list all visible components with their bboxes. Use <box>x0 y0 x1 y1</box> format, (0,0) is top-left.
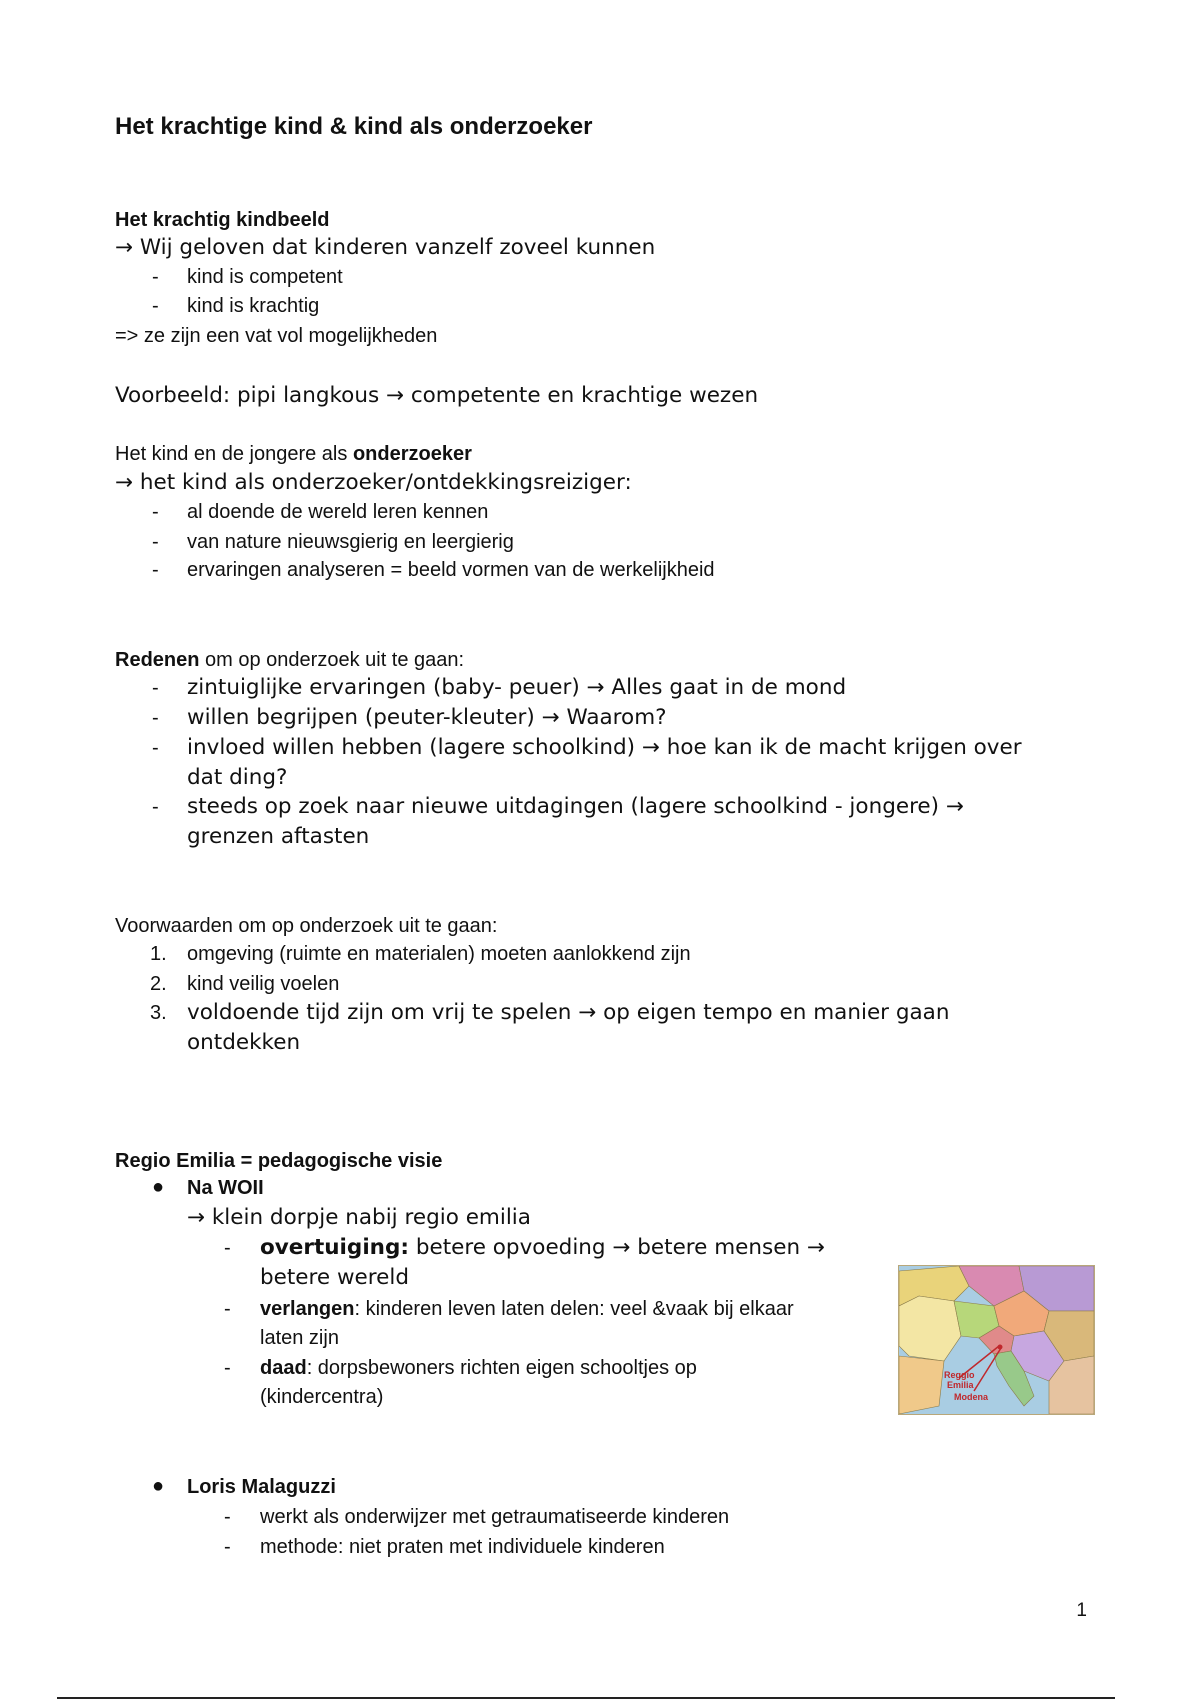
list-item-continuation: dat ding? <box>187 765 288 790</box>
bullet-dot: ● <box>152 1176 165 1198</box>
list-item-daad <box>260 1357 697 1380</box>
bullet-dash: - <box>152 737 159 759</box>
bullet-dash: - <box>224 1357 231 1379</box>
section-heading-regio-emilia: Regio Emilia = pedagogische visie <box>115 1150 443 1172</box>
list-item: ervaringen analyseren = beeld vormen van de werkelijkheid <box>187 559 715 581</box>
list-item-continuation: betere wereld <box>260 1265 409 1290</box>
bullet-dash: - <box>152 266 159 288</box>
list-number: 2. <box>150 973 167 995</box>
page-title: Het krachtige kind & kind als onderzoeker <box>115 113 593 140</box>
europe-map-graphic <box>899 1266 1094 1414</box>
list-item-overtuiging <box>260 1235 825 1260</box>
list-item-na-woii: Na WOII <box>187 1177 264 1199</box>
heading-rest: om op onderzoek uit te gaan: <box>199 649 465 671</box>
list-number: 1. <box>150 943 167 965</box>
list-item: kind veilig voelen <box>187 973 340 995</box>
list-item-verlangen <box>260 1298 794 1321</box>
section-heading-voorwaarden: Voorwaarden om op onderzoek uit te gaan: <box>115 915 498 937</box>
list-item: kind is competent <box>187 266 343 288</box>
list-item-loris-malaguzzi: Loris Malaguzzi <box>187 1476 336 1498</box>
list-item: zintuiglijke ervaringen (baby- peuer) → Alles gaat in de mond <box>187 675 847 700</box>
item-bold: daad <box>260 1357 307 1379</box>
example-text: Voorbeeld: pipi langkous → competente en krachtige wezen <box>115 383 759 408</box>
bullet-dash: - <box>152 796 159 818</box>
list-item: kind is krachtig <box>187 295 320 317</box>
section-heading-krachtig-kindbeeld: Het krachtig kindbeeld <box>115 209 330 231</box>
section-intro: → het kind als onderzoeker/ontdekkingsreiziger: <box>115 470 632 495</box>
list-item: voldoende tijd zijn om vrij te spelen → op eigen tempo en manier gaan <box>187 1000 950 1025</box>
bullet-dash: - <box>152 707 159 729</box>
bullet-dash: - <box>224 1536 231 1558</box>
bullet-dot: ● <box>152 1475 165 1497</box>
section-heading-onderzoeker <box>115 443 472 466</box>
list-number: 3. <box>150 1002 167 1024</box>
list-item-continuation: (kindercentra) <box>260 1386 384 1408</box>
bullet-dash: - <box>152 559 159 581</box>
bullet-dash: - <box>152 295 159 317</box>
item-rest: : kinderen leven laten delen: veel &vaak bij elkaar <box>354 1298 794 1320</box>
list-item: invloed willen hebben (lagere schoolkind) → hoe kan ik de macht krijgen over <box>187 735 1022 760</box>
list-item: steeds op zoek naar nieuwe uitdagingen (lagere schoolkind - jongere) → <box>187 794 964 819</box>
list-item: van nature nieuwsgierig en leergierig <box>187 531 514 553</box>
item-rest: : dorpsbewoners richten eigen schooltjes op <box>306 1357 697 1379</box>
footer-rule <box>57 1697 1115 1699</box>
bullet-dash: - <box>152 531 159 553</box>
list-item: al doende de wereld leren kennen <box>187 501 489 523</box>
item-bold: overtuiging: <box>260 1235 409 1260</box>
list-item: willen begrijpen (peuter-kleuter) → Waarom? <box>187 705 667 730</box>
heading-bold: Redenen <box>115 649 200 671</box>
list-item: methode: niet praten met individuele kinderen <box>260 1536 665 1558</box>
europe-map-image <box>898 1265 1095 1415</box>
conclusion-text: => ze zijn een vat vol mogelijkheden <box>115 325 438 347</box>
list-item: werkt als onderwijzer met getraumatiseerde kinderen <box>260 1506 730 1528</box>
bullet-dash: - <box>152 501 159 523</box>
sub-text: → klein dorpje nabij regio emilia <box>187 1205 531 1230</box>
list-item-continuation: laten zijn <box>260 1327 339 1349</box>
heading-prefix: Het kind en de jongere als <box>115 443 353 465</box>
list-item-continuation: grenzen aftasten <box>187 824 370 849</box>
list-item: omgeving (ruimte en materialen) moeten aanlokkend zijn <box>187 943 691 965</box>
section-heading-redenen <box>115 649 464 672</box>
bullet-dash: - <box>224 1298 231 1320</box>
bullet-dash: - <box>224 1237 231 1259</box>
item-rest: betere opvoeding → betere mensen → <box>408 1235 825 1260</box>
map-label-emilia: Emilia <box>947 1380 974 1390</box>
map-label-reggio: Reggio <box>944 1370 975 1380</box>
bullet-dash: - <box>152 677 159 699</box>
item-bold: verlangen <box>260 1298 355 1320</box>
page-number: 1 <box>1076 1600 1087 1621</box>
heading-bold: onderzoeker <box>352 443 472 465</box>
section-intro: → Wij geloven dat kinderen vanzelf zoveel kunnen <box>115 235 656 260</box>
map-label-modena: Modena <box>954 1392 989 1402</box>
bullet-dash: - <box>224 1506 231 1528</box>
list-item-continuation: ontdekken <box>187 1030 301 1055</box>
